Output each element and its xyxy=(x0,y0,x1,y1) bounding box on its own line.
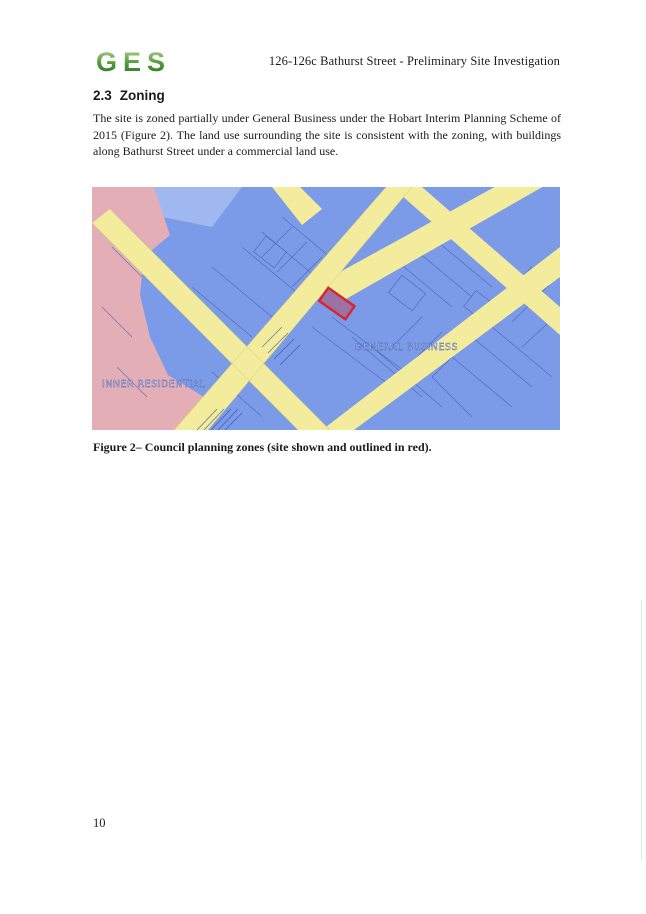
section-heading xyxy=(93,88,165,103)
scan-edge-line xyxy=(641,600,642,860)
section-paragraph: The site is zoned partially under General Business under the Hobart Interim Planning Scheme of 2015 (Figure 2). The land use surrounding the site is consistent with the zoning, with buildings along Bathurst Street under a commercial land use. xyxy=(93,111,561,158)
planning-zone-map xyxy=(92,187,560,430)
label-inner-residential: INNER RESIDENTIAL xyxy=(102,379,206,390)
figure-caption: Figure 2– Council planning zones (site shown and outlined in red). xyxy=(93,440,432,454)
document-header-title: 126-126c Bathurst Street - Preliminary Site Investigation xyxy=(268,54,560,68)
ges-logo xyxy=(94,48,194,76)
section-title: Zoning xyxy=(119,88,165,103)
label-general-business: GENERAL BUSINESS xyxy=(355,342,458,353)
svg-text:GES: GES xyxy=(96,48,172,76)
ges-logo-mark xyxy=(94,48,194,76)
planning-zone-map-svg xyxy=(92,187,560,430)
page-number: 10 xyxy=(93,816,106,830)
section-number: 2.3 xyxy=(93,88,112,103)
